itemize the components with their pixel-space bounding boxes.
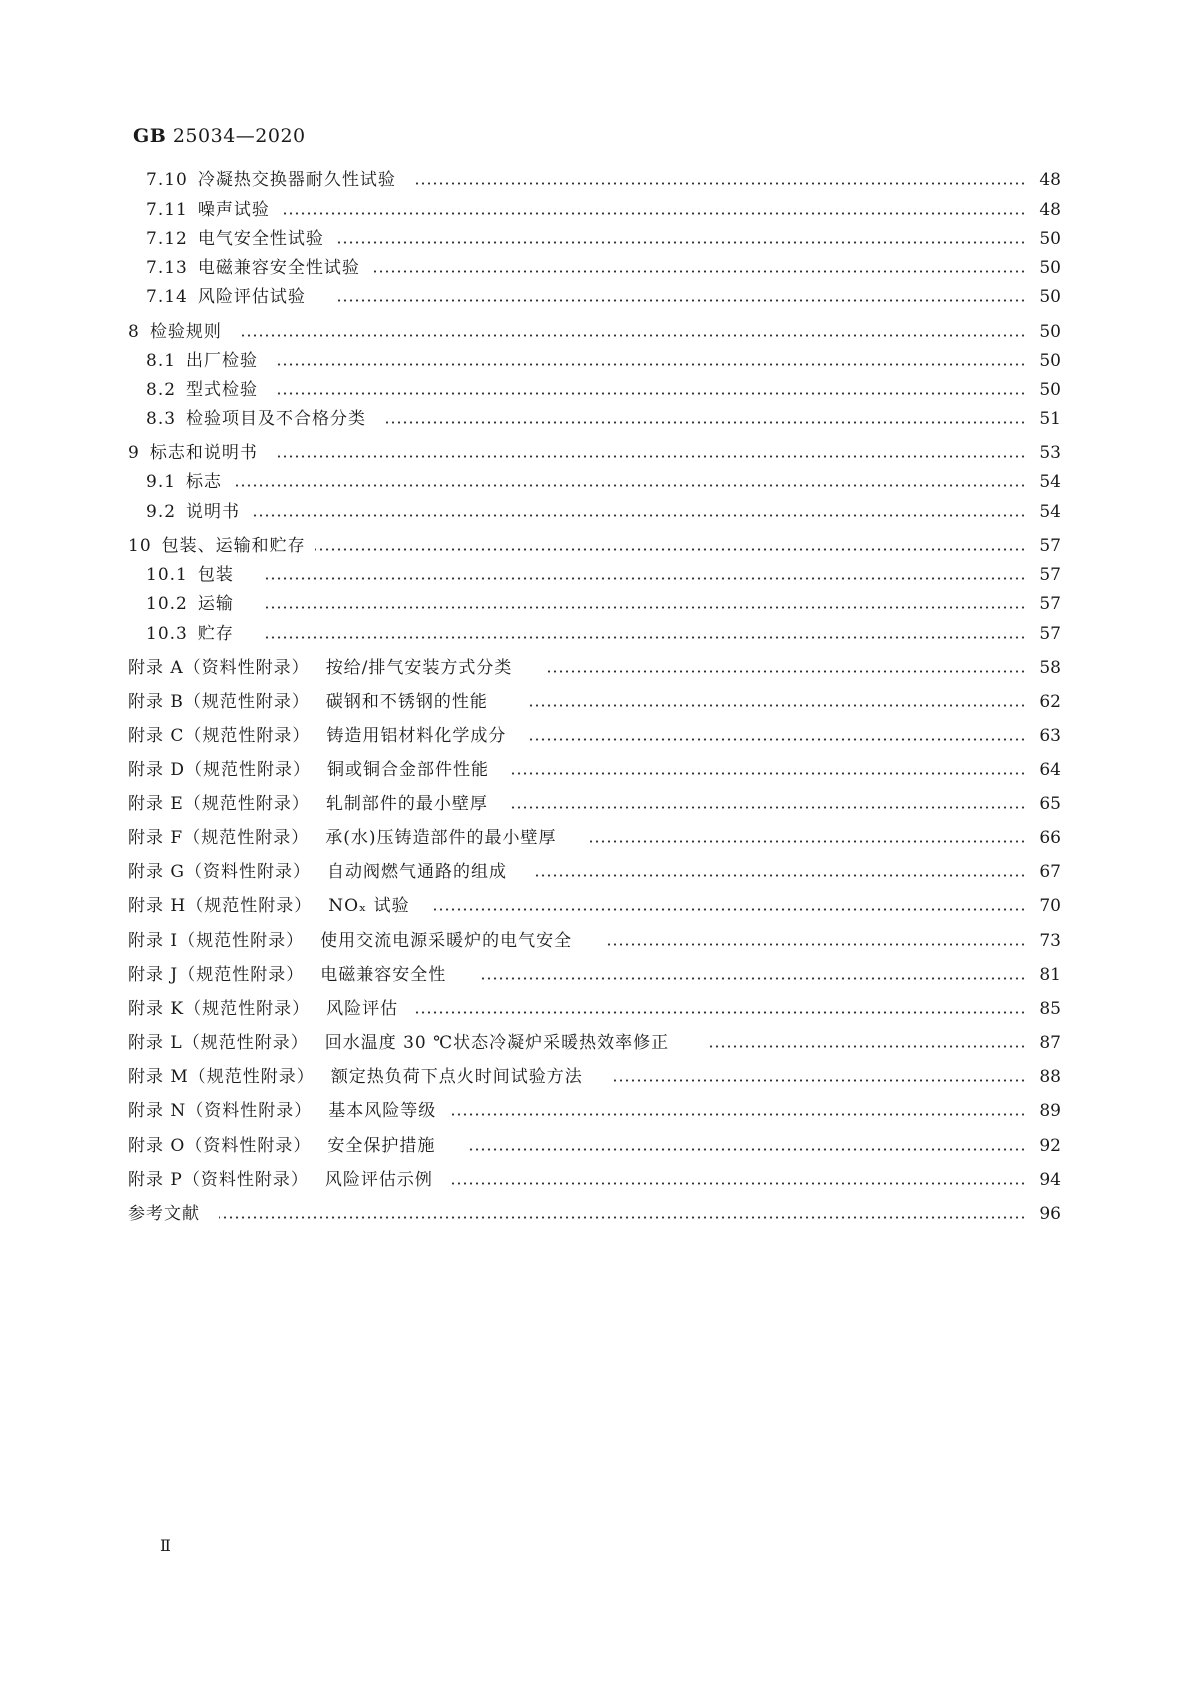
toc-entry-number: 附录 H（规范性附录） [128,896,313,916]
toc-entry-label [128,758,489,782]
toc-entry-label [128,963,446,987]
toc-entry-number: 附录 L（规范性附录） [128,1033,309,1053]
toc-entry-number: 附录 F（规范性附录） [128,828,310,848]
toc-dot-leader [372,270,1026,273]
toc-entry-number: 7.14 [146,287,188,307]
toc-entry-title: 安全保护措施 [327,1136,436,1156]
toc-dot-leader [412,1011,1026,1014]
toc-dot-leader [512,806,1026,809]
toc-entry[interactable] [0,1031,1191,1055]
toc-entry-label [146,256,360,280]
toc-entry-label [146,378,258,402]
toc-entry[interactable] [0,563,1191,587]
toc-entry-page: 57 [1039,565,1061,585]
toc-dot-leader [544,670,1026,673]
toc-entry-label [128,997,398,1021]
toc-entry-label [146,470,222,494]
toc-entry-page: 57 [1039,536,1061,556]
toc-entry-number: 8.1 [146,351,177,371]
toc-entry[interactable] [0,1065,1191,1089]
toc-entry[interactable] [0,758,1191,782]
toc-entry-page: 50 [1039,322,1061,342]
toc-entry-page: 58 [1039,658,1061,678]
toc-entry-page: 87 [1039,1033,1061,1053]
toc-entry-number: 附录 G（资料性附录） [128,862,311,882]
toc-dot-leader [529,704,1026,707]
toc-entry-number: 10.1 [146,565,188,585]
toc-entry-page: 50 [1039,229,1061,249]
toc-dot-leader [334,299,1026,302]
toc-entry-number: 附录 C（规范性附录） [128,726,311,746]
toc-dot-leader [219,1216,1026,1219]
toc-dot-leader [590,840,1026,843]
toc-entry-page: 50 [1039,287,1061,307]
toc-entry-title: 铜或铜合金部件性能 [327,760,490,780]
toc-entry-page: 94 [1039,1170,1061,1190]
toc-entry-page: 67 [1039,862,1061,882]
toc-entry-label [128,894,410,918]
toc-entry-title: 检验规则 [149,322,222,342]
toc-dot-leader [280,212,1026,215]
toc-dot-leader [452,1182,1026,1185]
toc-entry[interactable] [0,1202,1191,1226]
toc-entry-title: 风险评估 [326,999,399,1019]
toc-dot-leader [252,514,1026,517]
toc-entry-page: 70 [1039,896,1061,916]
toc-entry-title: 基本风险等级 [328,1101,437,1121]
toc-entry-number: 9.2 [146,502,177,522]
toc-entry-number: 附录 J（规范性附录） [128,965,305,985]
toc-entry-label [128,1065,583,1089]
toc-entry-label [128,1134,435,1158]
toc-entry-number: 附录 P（资料性附录） [128,1170,309,1190]
toc-entry-title: 贮存 [197,624,234,644]
toc-entry-page: 66 [1039,828,1061,848]
toc-entry-label [146,168,396,192]
toc-entry[interactable] [0,285,1191,309]
toc-dot-leader [264,577,1026,580]
toc-entry[interactable] [0,320,1191,344]
toc-dot-leader [264,606,1026,609]
toc-entry-page: 57 [1039,624,1061,644]
toc-entry-number: 附录 E（规范性附录） [128,794,310,814]
toc-entry-page: 85 [1039,999,1061,1019]
toc-entry-number: 附录 I（规范性附录） [128,931,305,951]
toc-entry-number: 附录 A（资料性附录） [128,658,310,678]
toc-entry-page: 63 [1039,726,1061,746]
toc-entry-label [128,826,556,850]
toc-entry-page: 64 [1039,760,1061,780]
toc-entry[interactable] [0,622,1191,646]
toc-entry-label [146,407,366,431]
toc-dot-leader [529,738,1026,741]
toc-entry-title: 电磁兼容安全性试验 [197,258,360,278]
toc-dot-leader [234,484,1026,487]
toc-entry[interactable] [0,441,1191,465]
toc-entry-title: 风险评估示例 [324,1170,433,1190]
toc-entry-number: 附录 K（规范性附录） [128,999,311,1019]
toc-dot-leader [612,1079,1026,1082]
toc-entry[interactable] [0,656,1191,680]
toc-entry[interactable] [0,929,1191,953]
toc-dot-leader [479,977,1026,980]
toc-entry[interactable] [0,407,1191,431]
toc-entry-page: 81 [1039,965,1061,985]
toc-dot-leader [334,241,1026,244]
toc-entry[interactable] [0,792,1191,816]
toc-entry-label [146,349,258,373]
toc-entry-label [146,500,240,524]
toc-entry-title: 铸造用铝材料化学成分 [326,726,507,746]
toc-entry-title: 额定热负荷下点火时间试验方法 [330,1067,583,1087]
toc-entry-label [146,622,234,646]
toc-entry-number: 10.3 [146,624,188,644]
toc-entry-title: NOₓ 试验 [328,896,410,916]
toc-entry-title: 碳钢和不锈钢的性能 [325,692,488,712]
toc-entry-page: 96 [1039,1204,1061,1224]
toc-entry[interactable] [0,470,1191,494]
toc-entry-title: 电磁兼容安全性 [320,965,447,985]
toc-entry[interactable] [0,227,1191,251]
toc-entry[interactable] [0,997,1191,1021]
toc-entry-title: 噪声试验 [197,200,270,220]
toc-dot-leader [709,1045,1026,1048]
toc-entry-label [128,1202,210,1226]
toc-entry-title: 承(水)压铸造部件的最小壁厚 [325,828,557,848]
toc-entry-label [128,690,488,714]
toc-entry-title: 回水温度 30 ℃状态冷凝炉采暖热效率修正 [324,1033,670,1053]
toc-entry-number: 8.2 [146,380,177,400]
toc-entry[interactable] [0,963,1191,987]
toc-entry-label [128,929,572,953]
toc-entry[interactable] [0,894,1191,918]
toc-entry-number: 附录 B（规范性附录） [128,692,310,712]
toc-entry-title: 标志和说明书 [149,443,258,463]
standard-prefix: GB [133,125,167,147]
toc-entry-label [146,592,234,616]
toc-entry[interactable] [0,1168,1191,1192]
toc-entry-page: 50 [1039,258,1061,278]
toc-entry-number: 7.11 [146,200,188,220]
toc-entry-title: 运输 [197,594,234,614]
toc-dot-leader [276,363,1026,366]
toc-entry-page: 51 [1039,409,1061,429]
toc-entry-page: 50 [1039,380,1061,400]
toc-entry-label [128,534,306,558]
toc-entry[interactable] [0,860,1191,884]
toc-entry-label [146,227,324,251]
toc-entry-label [128,792,488,816]
toc-entry-page: 88 [1039,1067,1061,1087]
toc-entry-number: 9.1 [146,472,177,492]
toc-entry-title: 说明书 [186,502,241,522]
toc-entry-title: 风险评估试验 [197,287,306,307]
toc-entry-number: 10.2 [146,594,188,614]
toc-dot-leader [604,943,1026,946]
toc-entry-label [146,198,270,222]
toc-entry-title: 出厂检验 [186,351,259,371]
toc-entry-number: 附录 M（规范性附录） [128,1067,315,1087]
toc-entry-page: 62 [1039,692,1061,712]
toc-entry-title: 标志 [186,472,223,492]
toc-entry[interactable] [0,198,1191,222]
toc-entry-page: 89 [1039,1101,1061,1121]
toc-dot-leader [467,1148,1026,1151]
toc-entry-number: 附录 O（资料性附录） [128,1136,312,1156]
toc-entry-label [146,563,234,587]
toc-entry-label [146,285,306,309]
toc-entry-label [128,320,222,344]
toc-entry-number: 7.13 [146,258,188,278]
toc-entry-page: 54 [1039,502,1061,522]
toc-dot-leader [264,636,1026,639]
toc-entry[interactable] [0,690,1191,714]
toc-entry-label [128,441,258,465]
toc-entry[interactable] [0,724,1191,748]
toc-entry-number: 7.10 [146,170,188,190]
toc-entry-page: 65 [1039,794,1061,814]
toc-entry[interactable] [0,1134,1191,1158]
page-number: Ⅱ [160,1536,171,1555]
toc-entry-page: 54 [1039,472,1061,492]
toc-entry-number: 10 [128,536,152,556]
toc-entry-number: 7.12 [146,229,188,249]
toc-entry-number: 9 [128,443,140,463]
toc-dot-leader [276,392,1026,395]
toc-entry-title: 包装 [197,565,234,585]
toc-entry-title: 使用交流电源采暖炉的电气安全 [320,931,573,951]
toc-entry[interactable] [0,592,1191,616]
toc-entry-page: 92 [1039,1136,1061,1156]
toc-entry-title: 型式检验 [186,380,259,400]
toc-entry-label [128,1168,433,1192]
toc-entry-page: 48 [1039,200,1061,220]
toc-entry-title: 检验项目及不合格分类 [186,409,367,429]
toc-entry-title: 自动阀燃气通路的组成 [326,862,507,882]
toc-entry-title: 包装、运输和贮存 [161,536,306,556]
toc-entry-number: 8 [128,322,140,342]
toc-dot-leader [434,908,1026,911]
toc-entry-label [128,1031,669,1055]
toc-entry-page: 48 [1039,170,1061,190]
toc-dot-leader [512,772,1026,775]
toc-dot-leader [452,1113,1026,1116]
toc-dot-leader [386,421,1026,424]
toc-entry-label [128,860,507,884]
toc-entry-page: 73 [1039,931,1061,951]
standard-number: 25034—2020 [172,125,306,147]
toc-entry-page: 50 [1039,351,1061,371]
toc-entry[interactable] [0,500,1191,524]
toc-entry[interactable] [0,826,1191,850]
toc-entry-label [128,724,506,748]
toc-entry-title: 冷凝热交换器耐久性试验 [197,170,396,190]
toc-entry-title: 按给/排气安装方式分类 [325,658,513,678]
toc-entry-page: 57 [1039,594,1061,614]
toc-dot-leader [238,334,1026,337]
toc-entry-number: 参考文献 [128,1204,200,1224]
toc-entry-number: 附录 D（规范性附录） [128,760,312,780]
toc-entry[interactable] [0,534,1191,558]
toc-entry[interactable] [0,168,1191,192]
toc-dot-leader [276,455,1026,458]
toc-entry-number: 8.3 [146,409,177,429]
toc-entry-page: 53 [1039,443,1061,463]
toc-entry-title: 轧制部件的最小壁厚 [325,794,488,814]
toc-entry-number: 附录 N（资料性附录） [128,1101,313,1121]
toc-entry-title: 电气安全性试验 [197,229,324,249]
toc-entry[interactable] [0,1099,1191,1123]
toc-dot-leader [414,182,1026,185]
toc-dot-leader [532,874,1026,877]
toc-entry[interactable] [0,378,1191,402]
toc-entry-label [128,656,512,680]
toc-entry-label [128,1099,436,1123]
toc-entry[interactable] [0,256,1191,280]
toc-dot-leader [315,548,1026,551]
toc-entry[interactable] [0,349,1191,373]
